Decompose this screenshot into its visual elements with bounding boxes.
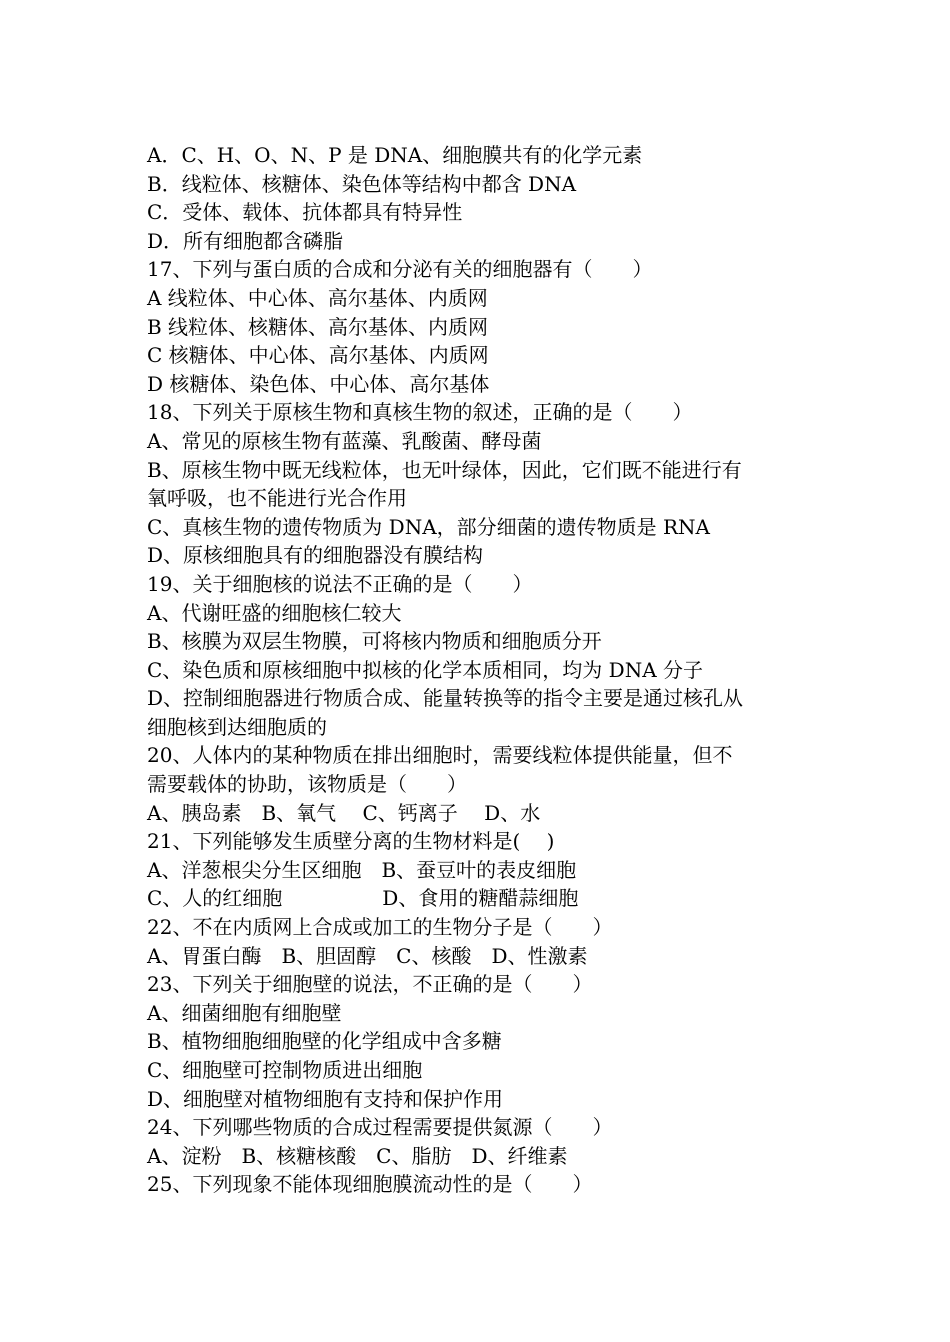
option-23-a: A、细菌细胞有细胞壁 — [147, 1000, 342, 1025]
option-17-d: D 核糖体、染色体、中心体、高尔基体 — [147, 371, 490, 396]
options-24: A、淀粉 B、核糖核酸 C、脂肪 D、纤维素 — [147, 1143, 568, 1168]
option-18-a: A、常见的原核生物有蓝藻、乳酸菌、酵母菌 — [147, 428, 542, 453]
option-19-d: D、控制细胞器进行物质合成、能量转换等的指令主要是通过核孔从 — [147, 686, 744, 711]
option-18-b-cont: 氧呼吸，也不能进行光合作用 — [147, 486, 407, 511]
question-24: 24、下列哪些物质的合成过程需要提供氮源（ ） — [147, 1115, 613, 1140]
question-19: 19、关于细胞核的说法不正确的是（ ） — [147, 571, 533, 596]
question-25: 25、下列现象不能体现细胞膜流动性的是（ ） — [147, 1172, 593, 1197]
question-20: 20、人体内的某种物质在排出细胞时，需要线粒体提供能量，但不 — [147, 743, 733, 768]
question-20-cont: 需要载体的协助，该物质是（ ） — [147, 772, 467, 797]
option-16-b: B．线粒体、核糖体、染色体等结构中都含 DNA — [147, 171, 577, 196]
option-19-b: B、核膜为双层生物膜，可将核内物质和细胞质分开 — [147, 629, 602, 654]
option-17-a: A 线粒体、中心体、高尔基体、内质网 — [147, 285, 488, 310]
option-19-a: A、代谢旺盛的细胞核仁较大 — [147, 600, 402, 625]
question-22: 22、不在内质网上合成或加工的生物分子是（ ） — [147, 915, 613, 940]
options-22: A、胃蛋白酶 B、胆固醇 C、核酸 D、性激素 — [147, 943, 588, 968]
question-23: 23、下列关于细胞壁的说法，不正确的是（ ） — [147, 972, 593, 997]
option-17-b: B 线粒体、核糖体、高尔基体、内质网 — [147, 314, 489, 339]
option-17-c: C 核糖体、中心体、高尔基体、内质网 — [147, 343, 489, 368]
question-17: 17、下列与蛋白质的合成和分泌有关的细胞器有（ ） — [147, 257, 653, 282]
option-18-c: C、真核生物的遗传物质为 DNA，部分细菌的遗传物质是 RNA — [147, 514, 710, 539]
option-19-c: C、染色质和原核细胞中拟核的化学本质相同，均为 DNA 分子 — [147, 657, 703, 682]
options-21-ab: A、洋葱根尖分生区细胞 B、蚕豆叶的表皮细胞 — [147, 857, 577, 882]
option-18-d: D、原核细胞具有的细胞器没有膜结构 — [147, 543, 484, 568]
option-23-b: B、植物细胞细胞壁的化学组成中含多糖 — [147, 1029, 502, 1054]
document-page — [147, 141, 815, 1199]
option-18-b: B、原核生物中既无线粒体，也无叶绿体，因此，它们既不能进行有 — [147, 457, 742, 482]
option-16-c: C．受体、载体、抗体都具有特异性 — [147, 200, 463, 225]
option-16-d: D．所有细胞都含磷脂 — [147, 228, 344, 253]
option-23-d: D、细胞壁对植物细胞有支持和保护作用 — [147, 1086, 504, 1111]
option-19-d-cont: 细胞核到达细胞质的 — [147, 714, 327, 739]
option-16-a: A．C、H、O、N、P 是 DNA、细胞膜共有的化学元素 — [147, 143, 643, 167]
options-20: A、胰岛素 B、氧气 C、钙离子 D、水 — [147, 800, 541, 825]
question-21: 21、下列能够发生质壁分离的生物材料是( ) — [147, 829, 555, 854]
question-18: 18、下列关于原核生物和真核生物的叙述，正确的是（ ） — [147, 400, 693, 425]
option-23-c: C、细胞壁可控制物质进出细胞 — [147, 1058, 423, 1082]
options-21-cd: C、人的红细胞 D、食用的糖醋蒜细胞 — [147, 886, 579, 911]
